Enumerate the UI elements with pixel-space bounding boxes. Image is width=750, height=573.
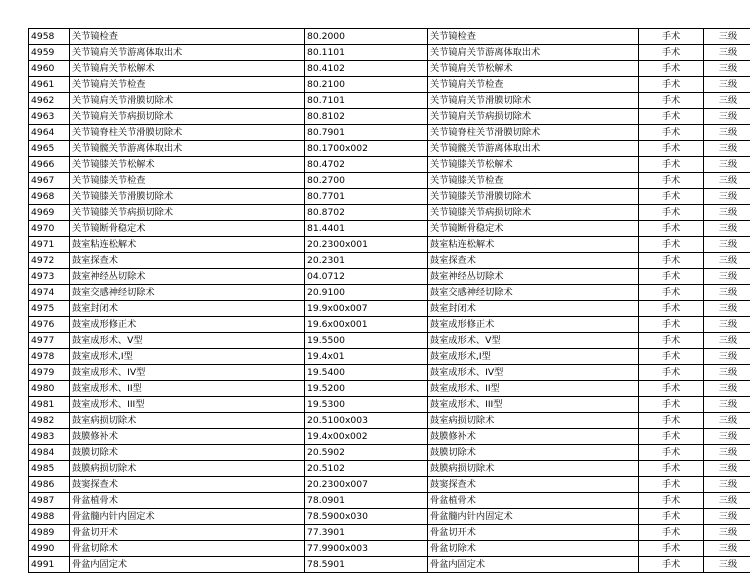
cell-type: 手术 [639, 253, 704, 269]
cell-name-alt: 关节镜脊柱关节滑膜切除术 [428, 125, 639, 141]
cell-name: 关节镜膝关节松解术 [70, 157, 305, 173]
cell-level: 三级 [704, 93, 750, 109]
cell-level: 三级 [704, 493, 750, 509]
cell-serial: 4963 [29, 109, 70, 125]
cell-serial: 4966 [29, 157, 70, 173]
table-row [29, 93, 750, 109]
cell-serial: 4980 [29, 381, 70, 397]
cell-level: 三级 [704, 157, 750, 173]
cell-serial: 4961 [29, 77, 70, 93]
cell-name: 鼓室交感神经切除术 [70, 285, 305, 301]
table-row [29, 349, 750, 365]
cell-code: 80.7701 [305, 189, 428, 205]
cell-code: 04.0712 [305, 269, 428, 285]
cell-name-alt: 鼓膜切除术 [428, 445, 639, 461]
cell-type: 手术 [639, 61, 704, 77]
cell-name-alt: 鼓膜病损切除术 [428, 461, 639, 477]
cell-type: 手术 [639, 525, 704, 541]
cell-name-alt: 关节镜膝关节松解术 [428, 157, 639, 173]
cell-serial: 4977 [29, 333, 70, 349]
cell-name: 鼓室成形术、II型 [70, 381, 305, 397]
cell-code: 20.9100 [305, 285, 428, 301]
cell-type: 手术 [639, 77, 704, 93]
cell-name-alt: 关节镜肩关节病损切除术 [428, 109, 639, 125]
cell-name-alt: 鼓室成形修正术 [428, 317, 639, 333]
cell-code: 80.8702 [305, 205, 428, 221]
cell-type: 手术 [639, 477, 704, 493]
cell-code: 19.5500 [305, 333, 428, 349]
cell-name-alt: 鼓膜修补术 [428, 429, 639, 445]
cell-name: 鼓室成形术、III型 [70, 397, 305, 413]
cell-code: 77.3901 [305, 525, 428, 541]
cell-level: 三级 [704, 413, 750, 429]
cell-level: 三级 [704, 525, 750, 541]
cell-name-alt: 关节镜肩关节滑膜切除术 [428, 93, 639, 109]
cell-serial: 4960 [29, 61, 70, 77]
cell-name-alt: 关节镜膝关节滑膜切除术 [428, 189, 639, 205]
cell-serial: 4973 [29, 269, 70, 285]
cell-name-alt: 鼓室成形术、III型 [428, 397, 639, 413]
cell-serial: 4984 [29, 445, 70, 461]
cell-serial: 4968 [29, 189, 70, 205]
cell-name: 骨盆切开术 [70, 525, 305, 541]
cell-serial: 4991 [29, 557, 70, 573]
cell-name: 骨盆内固定术 [70, 557, 305, 573]
table-row [29, 541, 750, 557]
cell-level: 三级 [704, 381, 750, 397]
cell-name: 关节镜脊柱关节滑膜切除术 [70, 125, 305, 141]
table-row [29, 269, 750, 285]
cell-name-alt: 鼓窦探查术 [428, 477, 639, 493]
cell-type: 手术 [639, 189, 704, 205]
cell-level: 三级 [704, 557, 750, 573]
cell-type: 手术 [639, 509, 704, 525]
cell-level: 三级 [704, 429, 750, 445]
cell-serial: 4969 [29, 205, 70, 221]
cell-name-alt: 鼓室病损切除术 [428, 413, 639, 429]
cell-name: 鼓窦探查术 [70, 477, 305, 493]
cell-code: 19.5200 [305, 381, 428, 397]
cell-name: 鼓室成形术、IV型 [70, 365, 305, 381]
cell-type: 手术 [639, 461, 704, 477]
cell-serial: 4970 [29, 221, 70, 237]
cell-type: 手术 [639, 173, 704, 189]
cell-code: 80.2700 [305, 173, 428, 189]
cell-name-alt: 关节镜断骨稳定术 [428, 221, 639, 237]
table-row [29, 29, 750, 45]
cell-name-alt: 关节镜髋关节游离体取出术 [428, 141, 639, 157]
table-row [29, 285, 750, 301]
cell-code: 78.5900x030 [305, 509, 428, 525]
cell-type: 手术 [639, 93, 704, 109]
cell-code: 80.2000 [305, 29, 428, 45]
cell-name-alt: 鼓室封闭术 [428, 301, 639, 317]
cell-code: 80.7101 [305, 93, 428, 109]
cell-name: 关节镜肩关节检查 [70, 77, 305, 93]
cell-type: 手术 [639, 397, 704, 413]
table-row [29, 317, 750, 333]
cell-type: 手术 [639, 557, 704, 573]
cell-name-alt: 鼓室成形术,I型 [428, 349, 639, 365]
cell-serial: 4989 [29, 525, 70, 541]
cell-code: 81.4401 [305, 221, 428, 237]
cell-type: 手术 [639, 493, 704, 509]
cell-serial: 4971 [29, 237, 70, 253]
cell-type: 手术 [639, 317, 704, 333]
cell-serial: 4974 [29, 285, 70, 301]
cell-name: 鼓室成形术,I型 [70, 349, 305, 365]
cell-name: 骨盆植骨术 [70, 493, 305, 509]
table-row [29, 173, 750, 189]
cell-name-alt: 关节镜肩关节松解术 [428, 61, 639, 77]
cell-code: 19.4x00x002 [305, 429, 428, 445]
cell-type: 手术 [639, 109, 704, 125]
cell-serial: 4958 [29, 29, 70, 45]
cell-level: 三级 [704, 237, 750, 253]
cell-code: 80.7901 [305, 125, 428, 141]
cell-level: 三级 [704, 77, 750, 93]
cell-name-alt: 关节镜肩关节游离体取出术 [428, 45, 639, 61]
cell-serial: 4964 [29, 125, 70, 141]
cell-name: 关节镜断骨稳定术 [70, 221, 305, 237]
table-row [29, 413, 750, 429]
cell-type: 手术 [639, 333, 704, 349]
cell-name: 鼓室探查术 [70, 253, 305, 269]
cell-level: 三级 [704, 477, 750, 493]
cell-code: 19.4x01 [305, 349, 428, 365]
cell-level: 三级 [704, 141, 750, 157]
cell-name: 关节镜肩关节滑膜切除术 [70, 93, 305, 109]
table-row [29, 461, 750, 477]
cell-code: 80.8102 [305, 109, 428, 125]
cell-type: 手术 [639, 365, 704, 381]
table-row [29, 509, 750, 525]
cell-level: 三级 [704, 221, 750, 237]
cell-level: 三级 [704, 333, 750, 349]
cell-type: 手术 [639, 429, 704, 445]
cell-code: 77.9900x003 [305, 541, 428, 557]
cell-level: 三级 [704, 109, 750, 125]
cell-level: 三级 [704, 29, 750, 45]
cell-serial: 4990 [29, 541, 70, 557]
cell-serial: 4981 [29, 397, 70, 413]
table-row [29, 221, 750, 237]
table-row [29, 397, 750, 413]
table-row [29, 109, 750, 125]
table-row [29, 77, 750, 93]
cell-level: 三级 [704, 541, 750, 557]
cell-name-alt: 鼓室探查术 [428, 253, 639, 269]
table-row [29, 477, 750, 493]
cell-name: 鼓室成形修正术 [70, 317, 305, 333]
cell-code: 20.5102 [305, 461, 428, 477]
table-body [29, 29, 750, 573]
cell-serial: 4976 [29, 317, 70, 333]
cell-name: 关节镜髋关节游离体取出术 [70, 141, 305, 157]
cell-serial: 4983 [29, 429, 70, 445]
cell-serial: 4962 [29, 93, 70, 109]
cell-name: 鼓膜修补术 [70, 429, 305, 445]
cell-name-alt: 鼓室粘连松解术 [428, 237, 639, 253]
table-row [29, 253, 750, 269]
table-row [29, 333, 750, 349]
cell-name: 关节镜检查 [70, 29, 305, 45]
cell-serial: 4959 [29, 45, 70, 61]
cell-name-alt: 关节镜膝关节病损切除术 [428, 205, 639, 221]
cell-level: 三级 [704, 205, 750, 221]
cell-serial: 4986 [29, 477, 70, 493]
cell-code: 19.9x00x007 [305, 301, 428, 317]
cell-code: 78.0901 [305, 493, 428, 509]
cell-type: 手术 [639, 541, 704, 557]
cell-name: 关节镜肩关节病损切除术 [70, 109, 305, 125]
cell-serial: 4967 [29, 173, 70, 189]
cell-name: 鼓膜病损切除术 [70, 461, 305, 477]
cell-level: 三级 [704, 125, 750, 141]
cell-code: 80.4702 [305, 157, 428, 173]
cell-serial: 4975 [29, 301, 70, 317]
cell-type: 手术 [639, 221, 704, 237]
cell-type: 手术 [639, 237, 704, 253]
cell-level: 三级 [704, 397, 750, 413]
cell-code: 19.5400 [305, 365, 428, 381]
cell-name-alt: 鼓室交感神经切除术 [428, 285, 639, 301]
table-row [29, 189, 750, 205]
cell-serial: 4972 [29, 253, 70, 269]
table-row [29, 157, 750, 173]
table-row [29, 125, 750, 141]
cell-level: 三级 [704, 269, 750, 285]
cell-name-alt: 鼓室成形术、II型 [428, 381, 639, 397]
cell-code: 20.2301 [305, 253, 428, 269]
table-row [29, 237, 750, 253]
cell-serial: 4982 [29, 413, 70, 429]
cell-name: 鼓室成形术、V型 [70, 333, 305, 349]
table-row [29, 429, 750, 445]
cell-name: 骨盆切除术 [70, 541, 305, 557]
cell-type: 手术 [639, 125, 704, 141]
cell-level: 三级 [704, 45, 750, 61]
cell-code: 80.1700x002 [305, 141, 428, 157]
cell-name-alt: 骨盆切除术 [428, 541, 639, 557]
table-row [29, 557, 750, 573]
cell-level: 三级 [704, 509, 750, 525]
cell-code: 20.2300x001 [305, 237, 428, 253]
cell-name-alt: 骨盆内固定术 [428, 557, 639, 573]
cell-level: 三级 [704, 461, 750, 477]
cell-type: 手术 [639, 413, 704, 429]
cell-code: 19.6x00x001 [305, 317, 428, 333]
table-row [29, 381, 750, 397]
cell-name-alt: 鼓室神经丛切除术 [428, 269, 639, 285]
cell-name: 关节镜膝关节检查 [70, 173, 305, 189]
table-row [29, 301, 750, 317]
cell-name: 关节镜膝关节滑膜切除术 [70, 189, 305, 205]
cell-type: 手术 [639, 45, 704, 61]
cell-name-alt: 骨盆髓内针内固定术 [428, 509, 639, 525]
cell-level: 三级 [704, 253, 750, 269]
cell-type: 手术 [639, 157, 704, 173]
cell-type: 手术 [639, 445, 704, 461]
cell-name: 鼓室粘连松解术 [70, 237, 305, 253]
cell-type: 手术 [639, 269, 704, 285]
cell-type: 手术 [639, 285, 704, 301]
cell-level: 三级 [704, 189, 750, 205]
cell-code: 20.5902 [305, 445, 428, 461]
cell-level: 三级 [704, 365, 750, 381]
cell-level: 三级 [704, 61, 750, 77]
cell-name: 关节镜肩关节松解术 [70, 61, 305, 77]
cell-type: 手术 [639, 301, 704, 317]
cell-name: 鼓室神经丛切除术 [70, 269, 305, 285]
cell-name-alt: 关节镜肩关节检查 [428, 77, 639, 93]
table-row [29, 365, 750, 381]
table-row [29, 45, 750, 61]
cell-level: 三级 [704, 173, 750, 189]
table-row [29, 141, 750, 157]
cell-type: 手术 [639, 29, 704, 45]
cell-name-alt: 鼓室成形术、IV型 [428, 365, 639, 381]
cell-name-alt: 关节镜膝关节检查 [428, 173, 639, 189]
cell-serial: 4985 [29, 461, 70, 477]
cell-name: 骨盆髓内针内固定术 [70, 509, 305, 525]
cell-name: 鼓室病损切除术 [70, 413, 305, 429]
table-row [29, 61, 750, 77]
cell-code: 19.5300 [305, 397, 428, 413]
cell-serial: 4978 [29, 349, 70, 365]
cell-name-alt: 骨盆切开术 [428, 525, 639, 541]
table-row [29, 493, 750, 509]
cell-level: 三级 [704, 301, 750, 317]
cell-name: 鼓膜切除术 [70, 445, 305, 461]
cell-code: 78.5901 [305, 557, 428, 573]
cell-serial: 4987 [29, 493, 70, 509]
cell-type: 手术 [639, 141, 704, 157]
cell-code: 20.2300x007 [305, 477, 428, 493]
cell-code: 80.2100 [305, 77, 428, 93]
cell-type: 手术 [639, 349, 704, 365]
cell-serial: 4988 [29, 509, 70, 525]
cell-code: 80.1101 [305, 45, 428, 61]
cell-serial: 4979 [29, 365, 70, 381]
cell-name: 鼓室封闭术 [70, 301, 305, 317]
table-row [29, 205, 750, 221]
cell-name-alt: 关节镜检查 [428, 29, 639, 45]
cell-level: 三级 [704, 445, 750, 461]
cell-serial: 4965 [29, 141, 70, 157]
cell-level: 三级 [704, 317, 750, 333]
cell-type: 手术 [639, 381, 704, 397]
cell-name-alt: 骨盆植骨术 [428, 493, 639, 509]
table-row [29, 445, 750, 461]
procedure-code-table [28, 28, 750, 573]
cell-type: 手术 [639, 205, 704, 221]
cell-name: 关节镜膝关节病损切除术 [70, 205, 305, 221]
cell-level: 三级 [704, 349, 750, 365]
cell-name-alt: 鼓室成形术、V型 [428, 333, 639, 349]
cell-code: 80.4102 [305, 61, 428, 77]
table-row [29, 525, 750, 541]
cell-name: 关节镜肩关节游离体取出术 [70, 45, 305, 61]
cell-code: 20.5100x003 [305, 413, 428, 429]
cell-level: 三级 [704, 285, 750, 301]
